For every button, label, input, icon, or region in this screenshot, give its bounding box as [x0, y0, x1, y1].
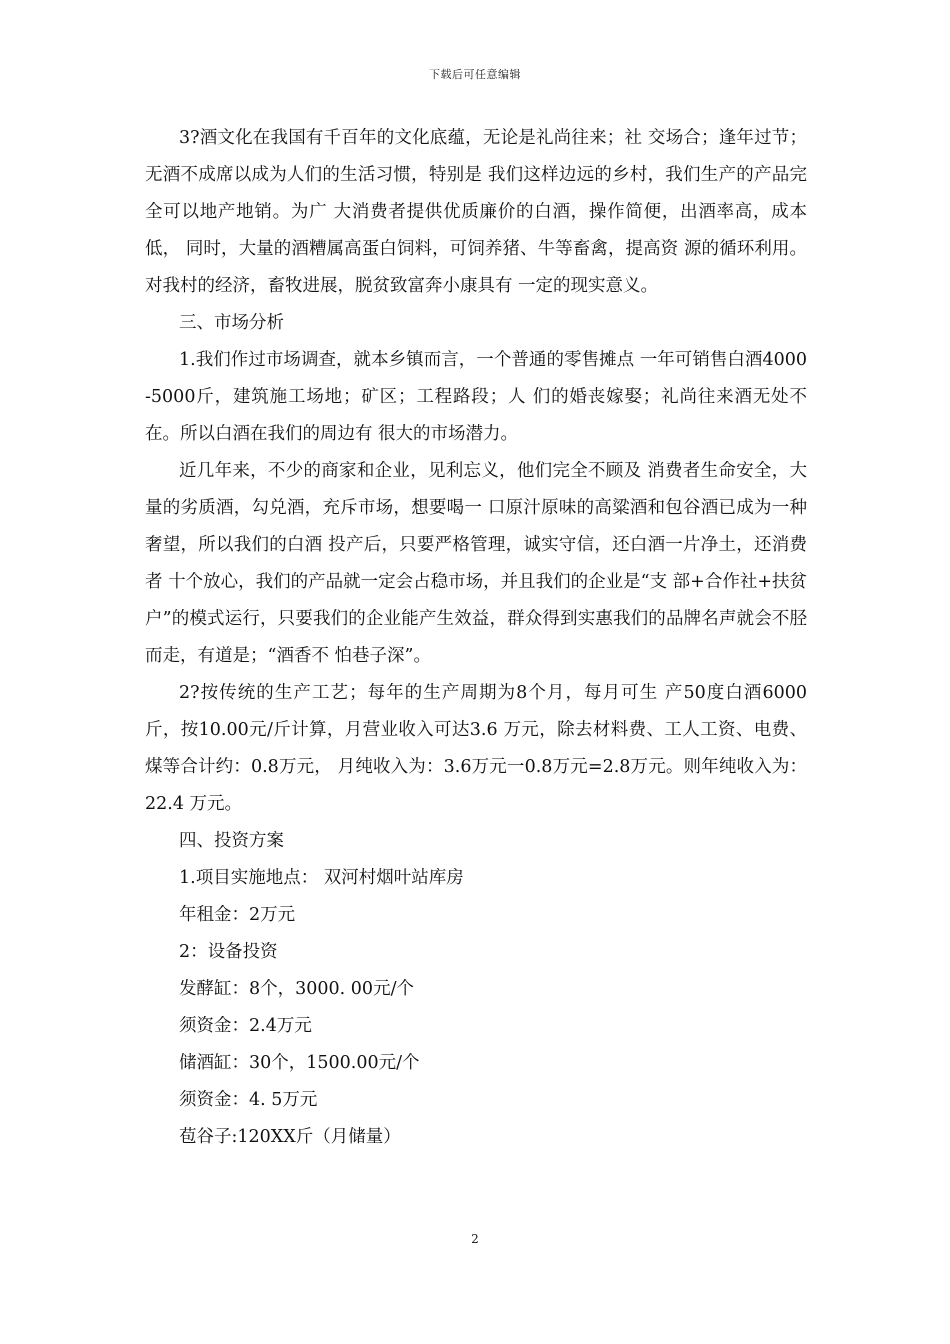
line-equipment-investment: 2：设备投资 — [179, 942, 278, 962]
page-header: 下载后可任意编辑 — [429, 68, 521, 81]
line-project-location: 1.项目实施地点： 双河村烟叶站库房 — [179, 868, 464, 888]
section-heading-market-analysis: 三、市场分析 — [179, 313, 284, 333]
paragraph-wine-culture: 3?酒文化在我国有千百年的文化底蕴，无论是礼尚往来；社 交场合；逢年过节；无酒不成席以成为人们的生活习惯，特别是 我们这样边远的乡村，我们生产的产品完全可以地产地销。为广 大消费者提供优质廉价的白酒，操作简便，出酒率高，成本低， 同时，大量的酒糟属高蛋白饲料，可饲养猪、牛等畜禽，提高资 源的循环利用。对我村的经济，畜牧进展，脱贫致富奔小康具有 一定的现实意义。 — [145, 128, 807, 296]
line-annual-rent: 年租金：2万元 — [179, 905, 296, 925]
document-body — [145, 120, 807, 1156]
paragraph-production-income: 2?按传统的生产工艺；每年的生产周期为8个月，每月可生 产50度白酒6000斤，按10.00元/斤计算，月营业收入可达3.6 万元，除去材料费、工人工资、电费、煤等合计约：0.8万元， 月纯收入为：3.6万元一0.8万元=2.8万元。则年纯收入为：22.4 万元。 — [145, 683, 807, 814]
line-fermentation-tanks: 发酵缸：8个，3000. 00元/个 — [179, 979, 414, 999]
line-fermentation-funds: 须资金：2.4万元 — [179, 1016, 312, 1036]
paragraph-market-situation: 近几年来，不少的商家和企业，见利忘义，他们完全不顾及 消费者生命安全，大量的劣质酒，勾兑酒，充斥市场，想要喝一 口原汁原味的高粱酒和包谷酒已成为一种奢望，所以我们的白酒 投产后，只要严格管理，诚实守信，还白酒一片净土，还消费者 十个放心，我们的产品就一定会占稳市场，并且我们的企业是“支 部+合作社+扶贫户”的模式运行，只要我们的企业能产生效益，群众得到实惠我们的品牌名声就会不胫而走，有道是；“酒香不 怕巷子深”。 — [145, 461, 807, 666]
section-heading-investment-plan: 四、投资方案 — [179, 831, 284, 851]
line-corn-storage: 苞谷子:120XX斤（月储量） — [179, 1127, 401, 1147]
line-storage-funds: 须资金：4. 5万元 — [179, 1090, 318, 1110]
page-number: 2 — [471, 1232, 479, 1246]
line-storage-tanks: 储酒缸：30个，1500.00元/个 — [179, 1053, 420, 1073]
paragraph-market-survey: 1.我们作过市场调查，就本乡镇而言，一个普通的零售摊点 一年可销售白酒4000-5000斤，建筑施工场地；矿区；工程路段；人 们的婚丧嫁娶；礼尚往来酒无处不在。所以白酒在我们的周边有 很大的市场潜力。 — [145, 350, 807, 444]
